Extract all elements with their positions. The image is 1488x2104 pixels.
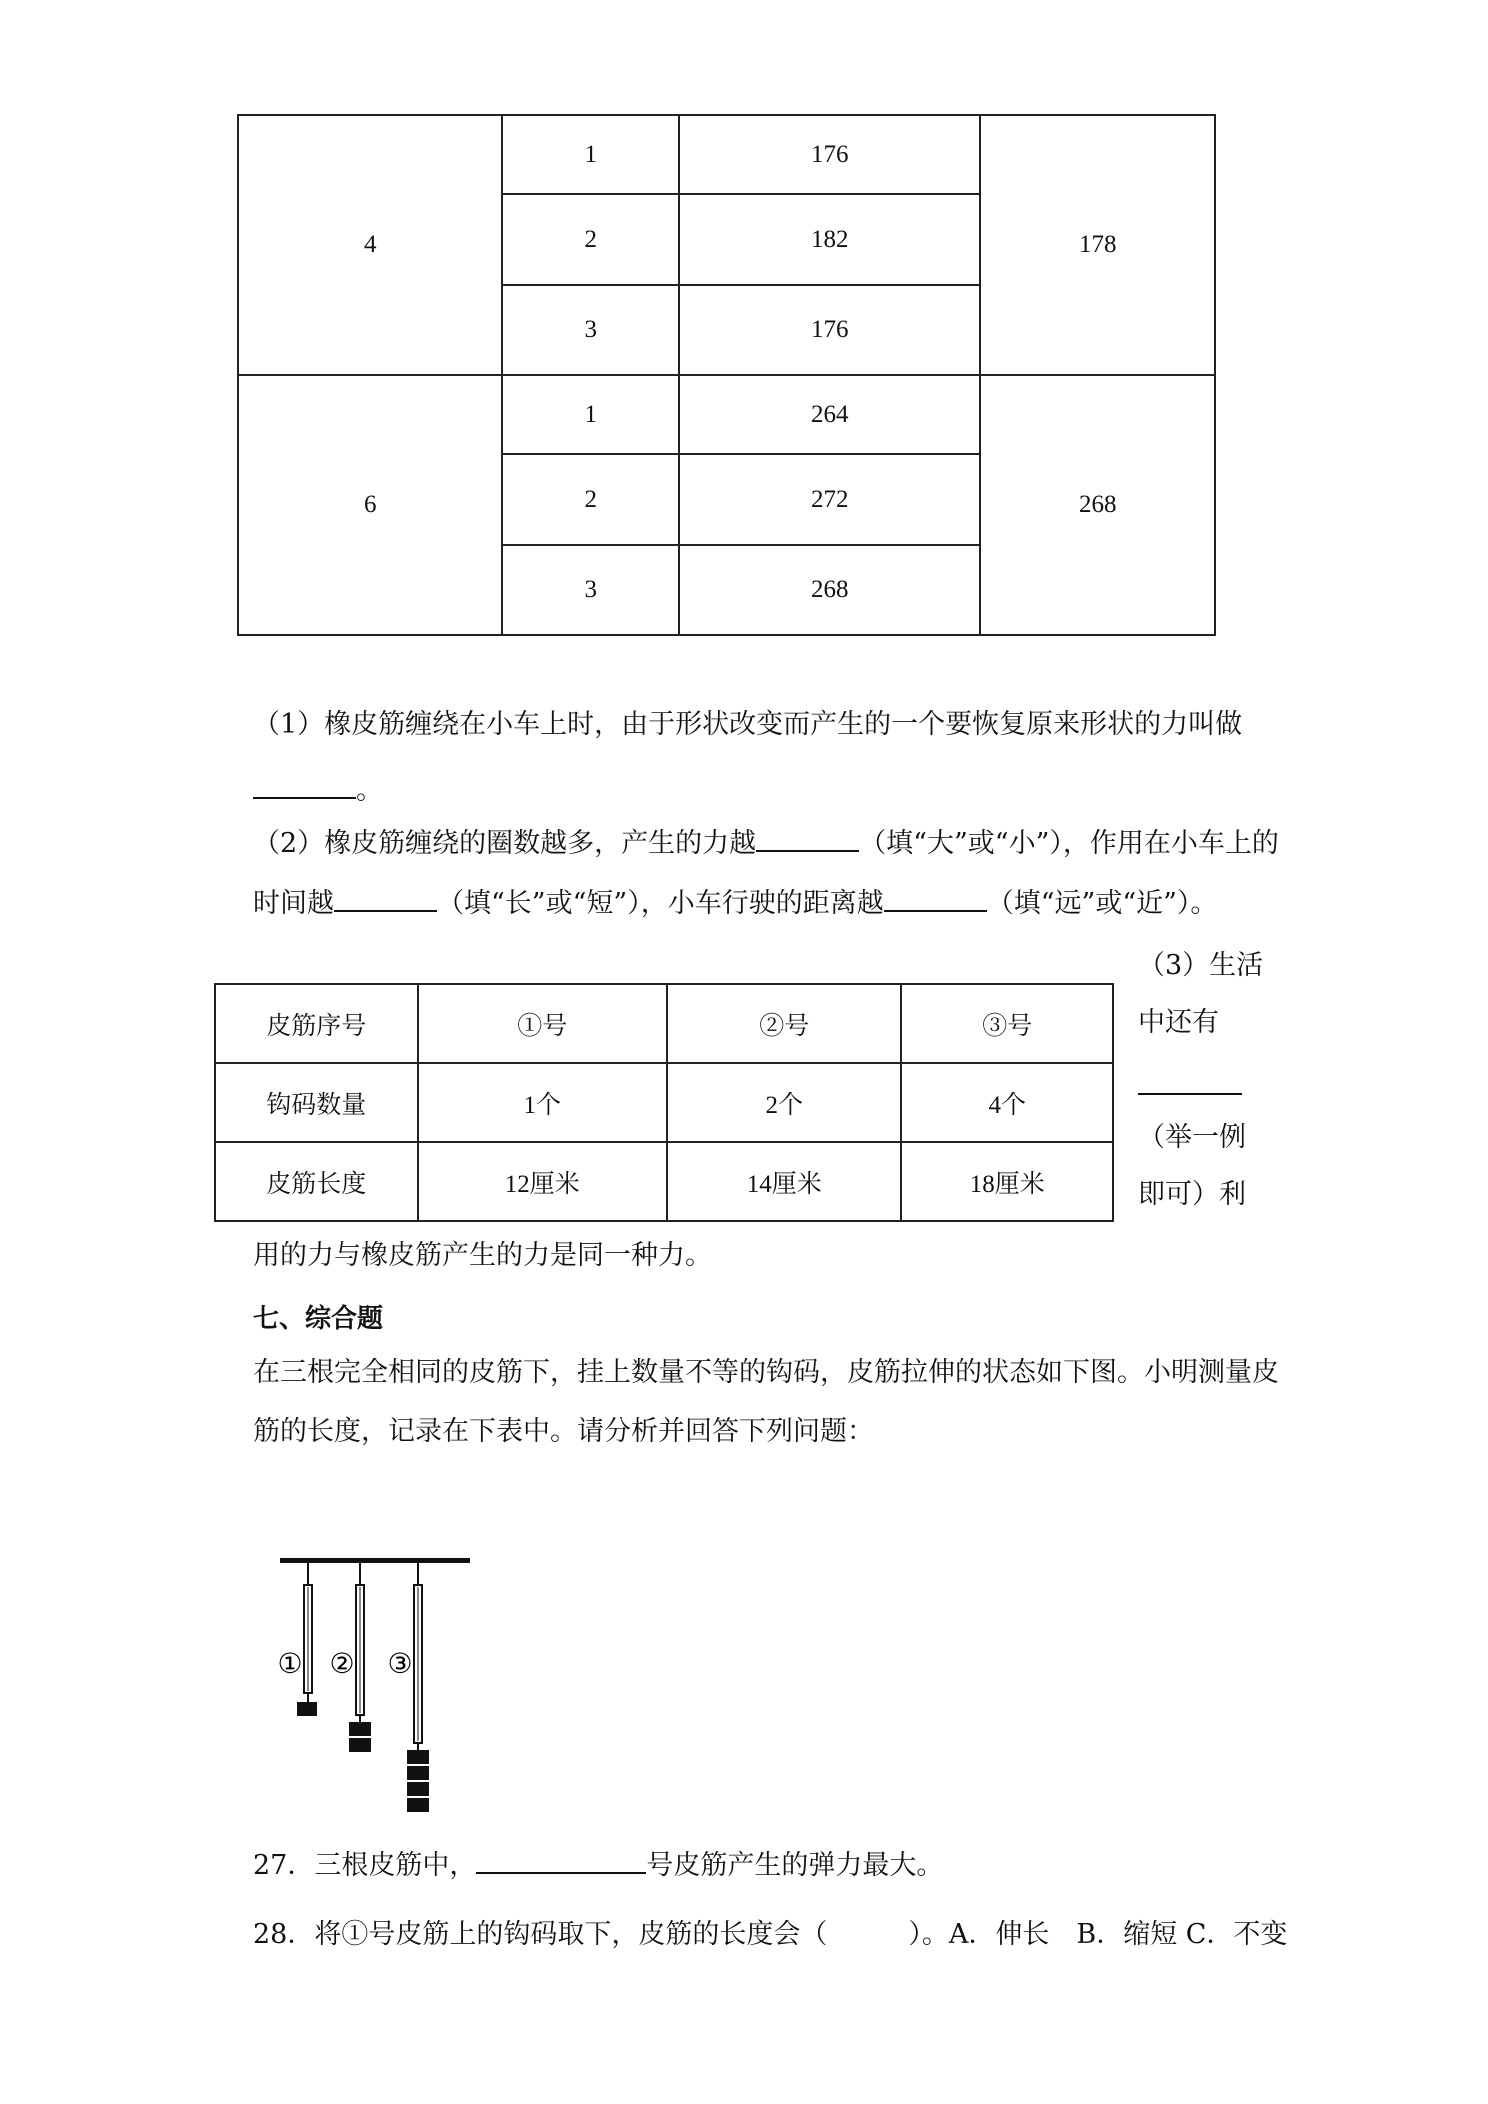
- header-cell: 皮筋序号: [215, 984, 418, 1063]
- question-2-line-1: （2）橡皮筋缠绕的圈数越多，产生的力越 （填“大”或“小”），作用在小车上的: [253, 828, 1279, 859]
- data-table-1: [237, 114, 1216, 636]
- value-cell: 264: [679, 375, 980, 454]
- hook-weight: [407, 1766, 429, 1780]
- question-3-side-3: （举一例: [1138, 1122, 1246, 1153]
- table-cell: ①号: [418, 984, 667, 1063]
- question-28: 28．将①号皮筋上的钩码取下，皮筋的长度会（ ）。A．伸长 B．缩短 C．不变: [253, 1919, 1288, 1950]
- table-cell: 14厘米: [667, 1142, 901, 1221]
- rubber-band-figure: [260, 1545, 500, 1815]
- hook-weight: [297, 1702, 317, 1716]
- answer-blank[interactable]: [476, 1848, 646, 1874]
- answer-blank[interactable]: [253, 773, 356, 799]
- table-cell: 18厘米: [901, 1142, 1113, 1221]
- hook-weight: [407, 1798, 429, 1812]
- hanging-bar: [280, 1558, 470, 1563]
- value-cell: 268: [679, 545, 980, 635]
- question-1-blank-line: 。: [253, 773, 383, 809]
- section-intro-line-1: 在三根完全相同的皮筋下，挂上数量不等的钩码，皮筋拉伸的状态如下图。小明测量皮: [253, 1357, 1279, 1388]
- trial-cell: 3: [502, 285, 679, 375]
- group-cell: 6: [238, 375, 502, 635]
- value-cell: 182: [679, 194, 980, 285]
- band-label-2: ②: [329, 1647, 355, 1680]
- trial-cell: 1: [502, 375, 679, 454]
- question-3-continuation: 用的力与橡皮筋产生的力是同一种力。: [253, 1240, 712, 1271]
- answer-blank[interactable]: [334, 886, 437, 912]
- question-1-text: （1）橡皮筋缠绕在小车上时，由于形状改变而产生的一个要恢复原来形状的力叫做: [253, 709, 1243, 740]
- question-27: 27．三根皮筋中， 号皮筋产生的弹力最大。: [253, 1850, 944, 1881]
- section-heading: 七、综合题: [253, 1304, 384, 1334]
- header-cell: 钩码数量: [215, 1063, 418, 1142]
- average-cell: 178: [980, 115, 1215, 375]
- table-cell: 4个: [901, 1063, 1113, 1142]
- question-3-side-4: 即可）利: [1138, 1179, 1246, 1210]
- rubber-band-1: [297, 1563, 317, 1716]
- answer-blank[interactable]: [756, 826, 859, 852]
- table-cell: 12厘米: [418, 1142, 667, 1221]
- value-cell: 272: [679, 454, 980, 545]
- hook-weight: [407, 1750, 429, 1764]
- value-cell: 176: [679, 285, 980, 375]
- trial-cell: 2: [502, 454, 679, 545]
- question-2-line-2: 时间越 （填“长”或“短”），小车行驶的距离越 （填“远”或“近”）。: [253, 888, 1218, 919]
- value-cell: 176: [679, 115, 980, 194]
- trial-cell: 3: [502, 545, 679, 635]
- question-3-side-1: （3）生活: [1138, 950, 1264, 981]
- question-3-side-2: 中还有: [1138, 1007, 1219, 1038]
- table-cell: 2个: [667, 1063, 901, 1142]
- rubber-band-table: [214, 983, 1114, 1222]
- group-cell: 4: [238, 115, 502, 375]
- rubber-band-3: [407, 1563, 429, 1812]
- hook-weight: [349, 1738, 371, 1752]
- answer-blank[interactable]: [884, 886, 987, 912]
- table-cell: 1个: [418, 1063, 667, 1142]
- section-intro-line-2: 筋的长度，记录在下表中。请分析并回答下列问题：: [253, 1416, 874, 1447]
- trial-cell: 1: [502, 115, 679, 194]
- trial-cell: 2: [502, 194, 679, 285]
- band-label-1: ①: [277, 1647, 303, 1680]
- header-cell: 皮筋长度: [215, 1142, 418, 1221]
- hook-weight: [407, 1782, 429, 1796]
- answer-blank[interactable]: [1138, 1093, 1242, 1095]
- hook-weight: [349, 1722, 371, 1736]
- average-cell: 268: [980, 375, 1215, 635]
- band-label-3: ③: [387, 1647, 413, 1680]
- table-cell: ②号: [667, 984, 901, 1063]
- table-cell: ③号: [901, 984, 1113, 1063]
